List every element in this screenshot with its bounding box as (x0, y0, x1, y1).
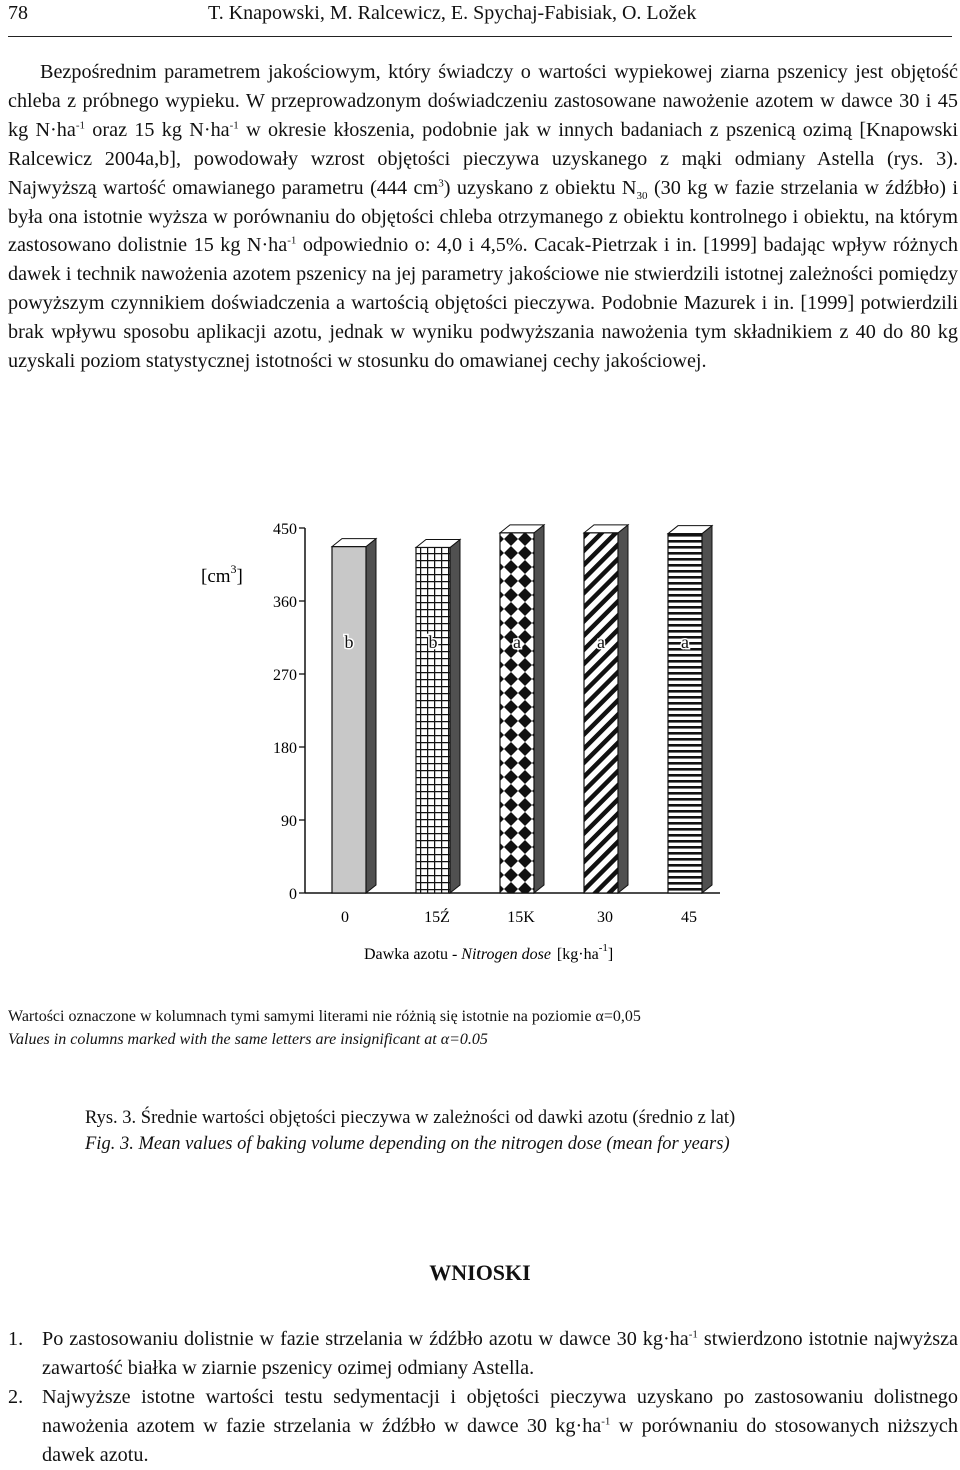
conclusion-item: 2. Najwyższe istotne wartości testu sedymentacji i objętości pieczywa uzyskano po zastosowaniu dolistnego nawożenia azotem w fazie strzelania w źdźbło w dawce 30 $kg\cdot ha^{-1}$ w porównaniu do stosowanych niższych dawek azotu. (8, 1385, 958, 1466)
significance-letter: b (428, 632, 438, 652)
bar (332, 547, 366, 893)
significance-letter: b (344, 632, 354, 652)
y-tick-label: 180 (273, 740, 297, 757)
running-header (8, 0, 952, 37)
bar-side (450, 539, 460, 893)
bar-side (534, 525, 544, 893)
x-tick-label: 45 (681, 909, 697, 926)
section-title-conclusions: WNIOSKI (429, 1260, 531, 1285)
x-tick-label: 15Ź (424, 909, 450, 926)
bar (584, 533, 618, 893)
y-axis-label: $[cm^3]$ (201, 562, 243, 587)
bar-side (702, 526, 712, 893)
bar-chart (0, 505, 960, 980)
x-tick-label: 15K (507, 909, 535, 926)
conclusion-item: 1. Po zastosowaniu dolistnie w fazie strzelania w źdźbło azotu w dawce 30 $kg\cdot ha^{-1}$ stwierdzono istotnie najwyższa zawartość białka w ziarnie pszenicy ozimej odmiany Astella. (8, 1328, 959, 1379)
bar-side (618, 525, 628, 893)
y-tick-label: 360 (273, 594, 297, 611)
bar-side (366, 539, 376, 893)
significance-note-pl: Wartości oznaczone w kolumnach tymi samymi literami nie różnią się istotnie na poziomie α=0,05 (8, 1008, 641, 1025)
y-tick-label: 0 (289, 886, 297, 903)
running-header-authors: T. Knapowski, M. Ralcewicz, E. Spychaj-Fabisiak, O. Ložek (208, 2, 697, 24)
x-axis-label: Dawka azotu - Nitrogen dose $[kg\cdot ha^{-1}]$ (364, 942, 614, 963)
significance-letter: a (597, 632, 605, 652)
figure-caption-en: Fig. 3. Mean values of baking volume depending on the nitrogen dose (mean for years) (85, 1134, 730, 1154)
bar (416, 547, 450, 893)
bar (500, 533, 534, 893)
y-axis (273, 521, 305, 903)
significance-note-en: Values in columns marked with the same letters are insignificant at α=0.05 (8, 1031, 488, 1048)
conclusions-list (8, 1325, 958, 1470)
page-number: 78 (8, 2, 28, 24)
bar (668, 534, 702, 893)
y-tick-label: 270 (273, 667, 297, 684)
significance-letter: a (681, 632, 689, 652)
x-tick-label: 0 (341, 909, 349, 926)
body-paragraph: Bezpośrednim parametrem jakościowym, który świadczy o wartości wypiekowej ziarna pszenicy jest objętość chleba z próbnego wypieku. W przeprowadzonym doświadczeniu zastosowane nawożenie azotem w dawce 30 i 45 kg $N\cdot ha^{-1}$ oraz 15 kg $N\cdot ha^{-1}$ w okresie kłoszenia, podobnie jak w innych badaniach z pszenicą ozimą [Knapowski Ralcewicz 2004a,b], powodowały wzrost objętości pieczywa uzyskanego z mąki odmiany Astella (rys. 3). Najwyższą wartość omawianego parametru (444 $cm^3$) uzyskano z obiektu $N_{30}$ (30 kg w fazie strzelania w źdźbło) i była ona istotnie wyższa w porównaniu do objętości chleba otrzymanego z obiektu kontrolnego i obiektu, na którym zastosowano dolistnie 15 kg $N\cdot ha^{-1}$ odpowiednio o: 4,0 i 4,5%. Cacak-Pietrzak i in. [1999] badając wpływ różnych dawek i technik nawożenia azotem pszenicy na jej parametry jakościowe nie stwierdzili istotnej zależności pomiędzy powyższym czynnikiem doświadczenia a wartością objętości pieczywa. Podobnie Mazurek i in. [1999] potwierdzili brak wpływu sposobu aplikacji azotu, jednak w wyniku podwyższania nawożenia tym składnikiem z 40 do 80 kg uzyskali poziom statystycznej istotności w stosunku do omawianej cechy jakościowej. (8, 61, 959, 373)
figure-caption-pl: Rys. 3. Średnie wartości objętości pieczywa w zależności od dawki azotu (średnio z lat) (85, 1108, 736, 1128)
x-tick-label: 30 (597, 909, 613, 926)
significance-letter: a (513, 632, 521, 652)
y-tick-label: 450 (273, 521, 297, 538)
y-tick-label: 90 (281, 813, 297, 830)
